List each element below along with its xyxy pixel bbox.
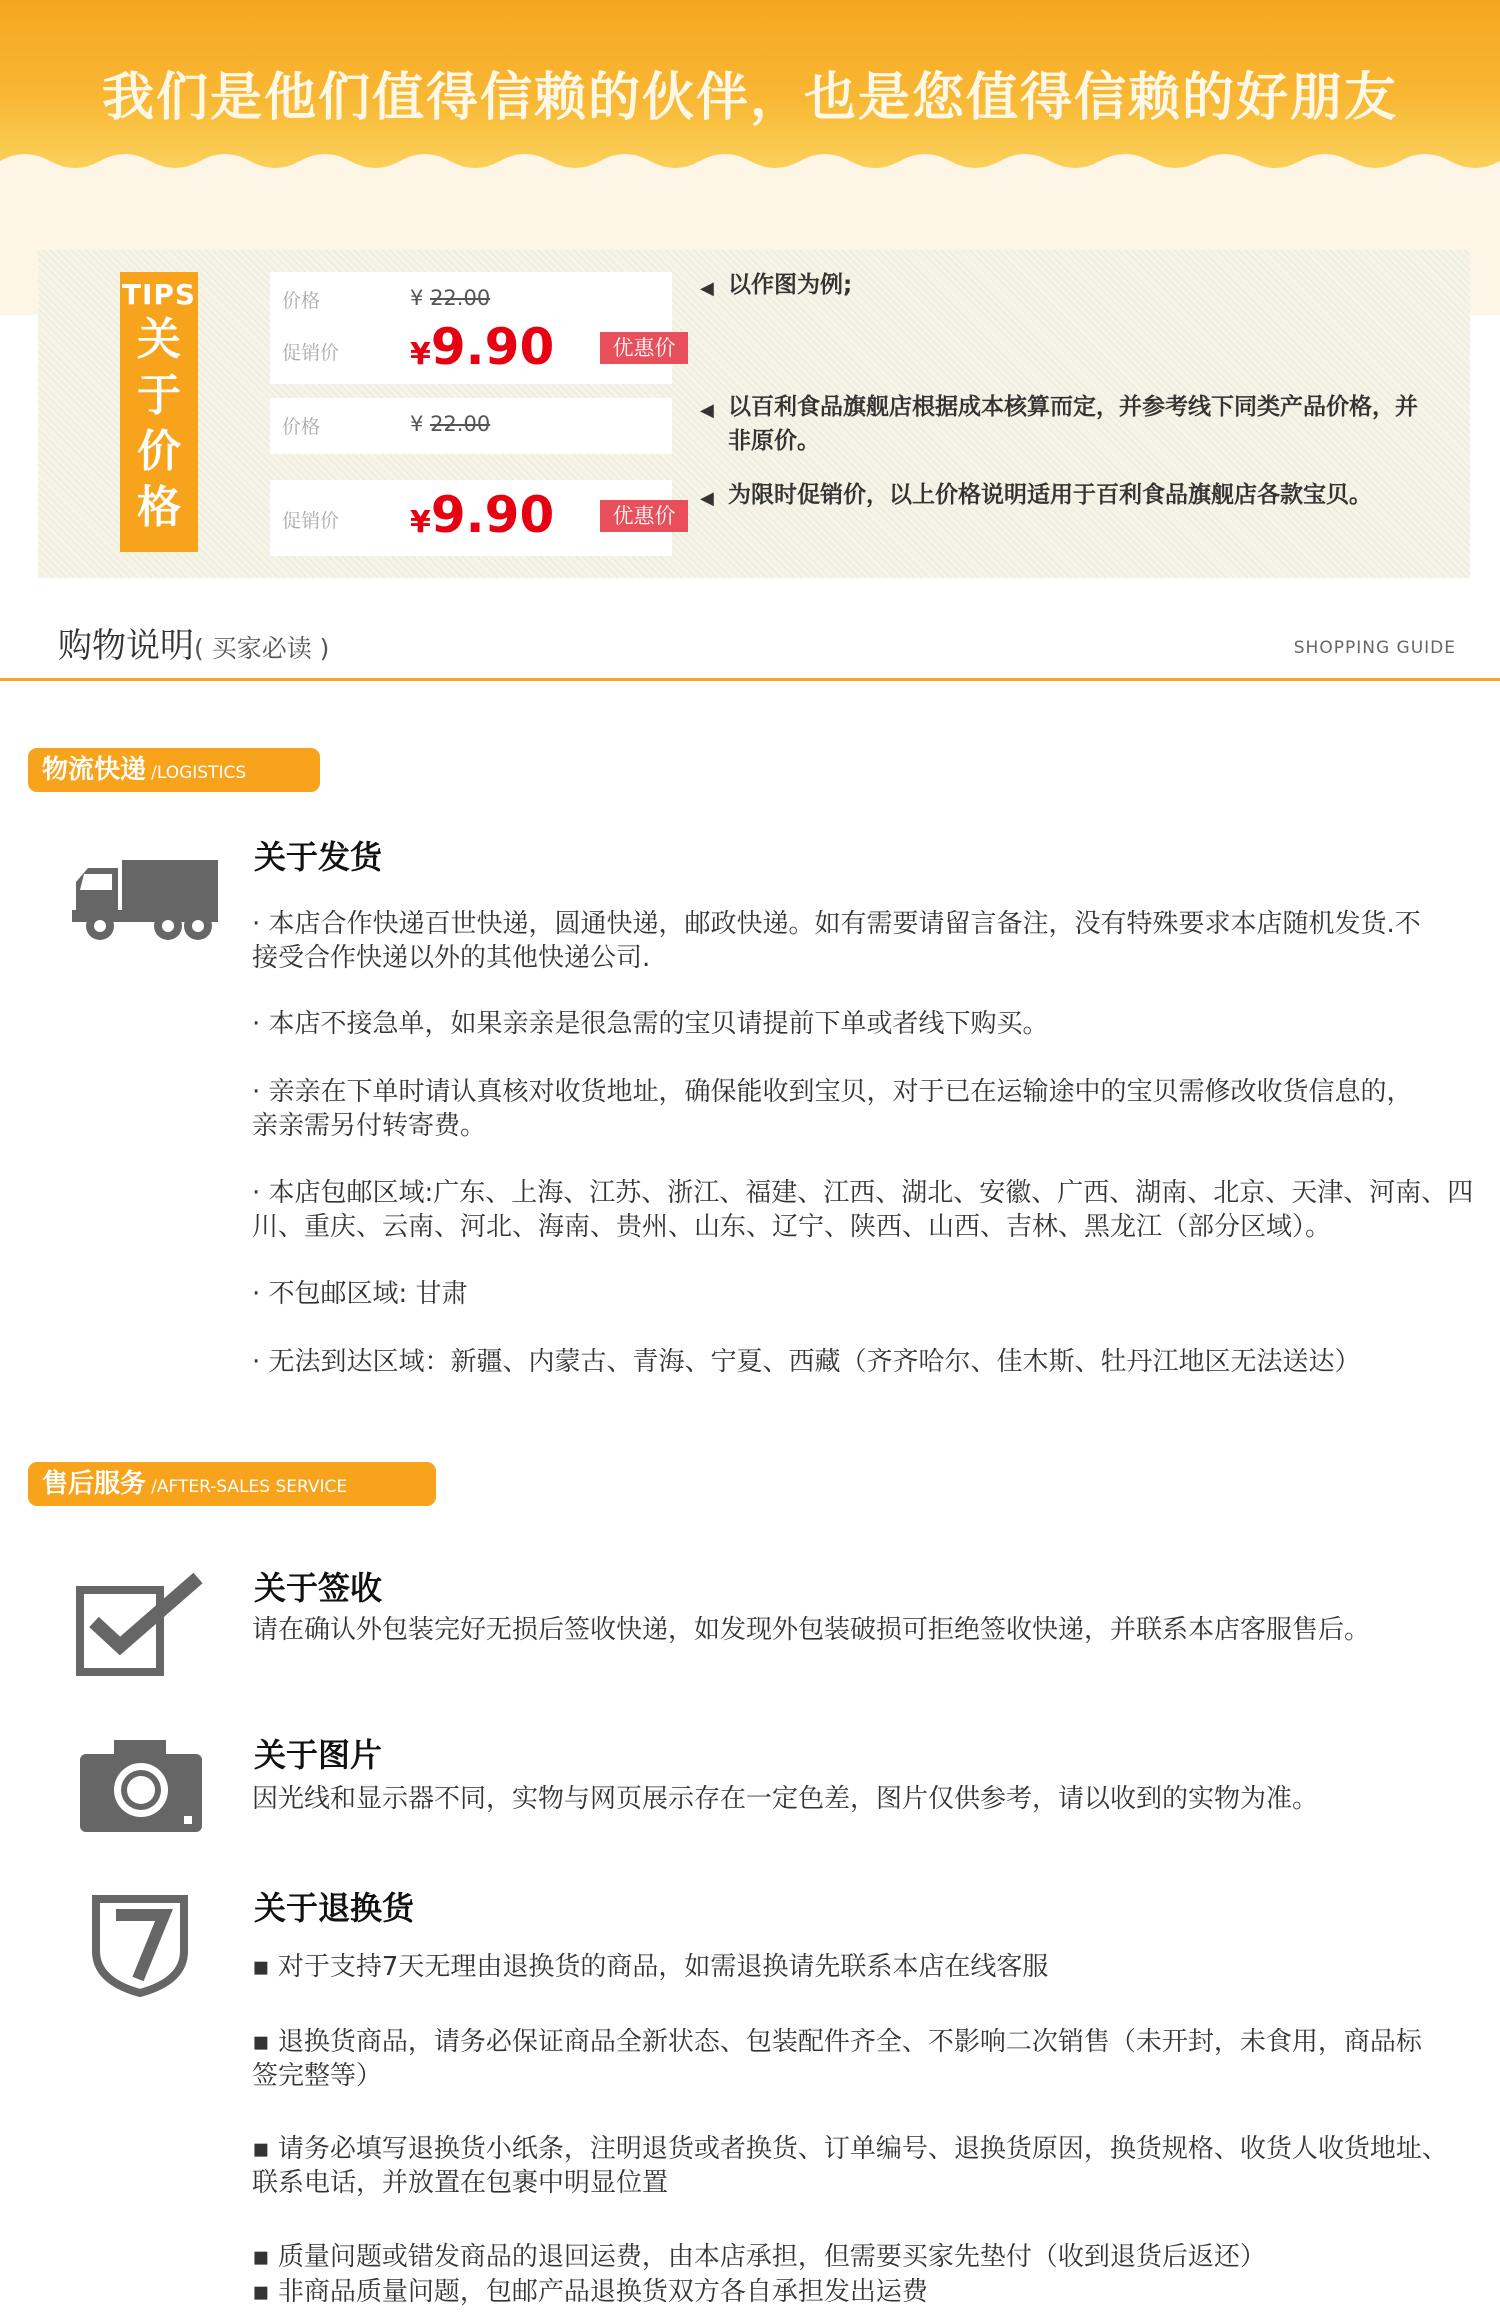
left-triangle-icon: ◀ bbox=[700, 488, 714, 509]
shipping-item-5: · 不包邮区域: 甘肃 bbox=[252, 1279, 468, 1309]
sale-price: ¥9.90 bbox=[410, 318, 555, 376]
shopping-guide-title: 购物说明( 买家必读 ) bbox=[58, 626, 330, 666]
return-heading: 关于退换货 bbox=[254, 1889, 415, 1927]
photo-text: 因光线和显示器不同，实物与网页展示存在一定色差，图片仅供参考，请以收到的实物为准。 bbox=[252, 1784, 1319, 1814]
shipping-item-4: · 本店包邮区域:广东、上海、江苏、浙江、福建、江西、湖北、安徽、广西、湖南、北京、天津、河南、四川、重庆、云南、河北、海南、贵州、山东、辽宁、陕西、山西、吉林、黑龙江（部分区域）。 bbox=[252, 1178, 1474, 1242]
sale-price-label: 促销价 bbox=[282, 342, 340, 364]
return-item-1: ▪ 对于支持7天无理由退换货的商品，如需退换请先联系本店在线客服 bbox=[252, 1952, 1049, 1982]
left-triangle-icon: ◀ bbox=[700, 400, 714, 421]
tips-label-en: TIPS bbox=[121, 278, 197, 311]
divider bbox=[0, 678, 1500, 681]
shipping-item-3: · 亲亲在下单时请认真核对收货地址，确保能收到宝贝，对于已在运输途中的宝贝需修改收货信息的，亲亲需另付转寄费。 bbox=[252, 1077, 1413, 1141]
seven-day-return-icon bbox=[92, 1895, 188, 1997]
shipping-heading: 关于发货 bbox=[254, 838, 383, 876]
left-triangle-icon: ◀ bbox=[700, 278, 714, 299]
tip-note-3: ◀ 为限时促销价，以上价格说明适用于百利食品旗舰店各款宝贝。 bbox=[728, 478, 1428, 512]
tip-note-1: ◀ 以作图为例; bbox=[728, 268, 1448, 302]
original-price: ¥ 22.00 bbox=[410, 412, 491, 436]
sale-price-label: 促销价 bbox=[282, 510, 340, 532]
return-item-5: ▪ 非商品质量问题，包邮产品退换货双方各自承担发出运费 bbox=[252, 2277, 928, 2307]
shopping-guide-subtitle: ( 买家必读 ) bbox=[194, 634, 330, 663]
after-sales-section-pill: 售后服务 /AFTER-SALES SERVICE bbox=[28, 1462, 436, 1506]
tips-label-cn-1: 关 bbox=[137, 314, 181, 365]
shopping-guide-en: SHOPPING GUIDE bbox=[1293, 638, 1456, 658]
price-example-card-3 bbox=[270, 480, 676, 556]
original-price-label: 价格 bbox=[282, 290, 321, 312]
discount-badge: 优惠价 bbox=[600, 500, 688, 532]
checkbox-icon bbox=[76, 1572, 204, 1678]
shipping-item-2: · 本店不接急单，如果亲亲是很急需的宝贝请提前下单或者线下购买。 bbox=[252, 1009, 1049, 1039]
tips-label-cn-3: 价 bbox=[137, 426, 181, 477]
tip-note-2: ◀ 以百利食品旗舰店根据成本核算而定，并参考线下同类产品价格，并非原价。 bbox=[700, 394, 1418, 454]
original-price: ¥ 22.00 bbox=[410, 286, 491, 310]
sale-price-row bbox=[270, 318, 676, 378]
return-item-3: ▪ 请务必填写退换货小纸条，注明退货或者换货、订单编号、退换货原因，换货规格、收货人收货地址、联系电话，并放置在包裹中明显位置 bbox=[252, 2134, 1448, 2198]
camera-icon bbox=[80, 1740, 202, 1832]
tips-label-cn-2: 于 bbox=[137, 370, 181, 421]
shipping-item-6: · 无法到达区域：新疆、内蒙古、青海、宁夏、西藏（齐齐哈尔、佳木斯、牡丹江地区无法送达） bbox=[252, 1347, 1361, 1377]
top-banner bbox=[0, 0, 1500, 175]
wavy-edge-decoration bbox=[0, 145, 1500, 175]
discount-badge: 优惠价 bbox=[600, 332, 688, 364]
logistics-section-pill: 物流快递 /LOGISTICS bbox=[28, 748, 320, 792]
truck-icon bbox=[72, 860, 218, 942]
price-example-card-1 bbox=[270, 272, 676, 384]
shipping-item-1: · 本店合作快递百世快递，圆通快递，邮政快递。如有需要请留言备注，没有特殊要求本店随机发货.不接受合作快递以外的其他快递公司. bbox=[252, 909, 1421, 973]
sign-text: 请在确认外包装完好无损后签收快递，如发现外包装破损可拒绝签收快递，并联系本店客服售后。 bbox=[252, 1615, 1371, 1645]
sign-heading: 关于签收 bbox=[254, 1569, 383, 1607]
sale-price: ¥9.90 bbox=[410, 486, 555, 544]
original-price-row bbox=[270, 280, 672, 316]
tips-label-cn-4: 格 bbox=[137, 482, 181, 533]
tips-label bbox=[120, 272, 198, 552]
price-tips-box bbox=[38, 250, 1470, 578]
return-item-4: ▪ 质量问题或错发商品的退回运费，由本店承担，但需要买家先垫付（收到退货后返还） bbox=[252, 2242, 1266, 2272]
photo-heading: 关于图片 bbox=[254, 1736, 383, 1774]
banner-title: 我们是他们值得信赖的伙伴，也是您值得信赖的好朋友 bbox=[101, 68, 1398, 128]
original-price-label: 价格 bbox=[282, 416, 321, 438]
return-item-2: ▪ 退换货商品，请务必保证商品全新状态、包装配件齐全、不影响二次销售（未开封，未食用，商品标签完整等） bbox=[252, 2027, 1422, 2091]
price-example-card-2 bbox=[270, 398, 672, 454]
